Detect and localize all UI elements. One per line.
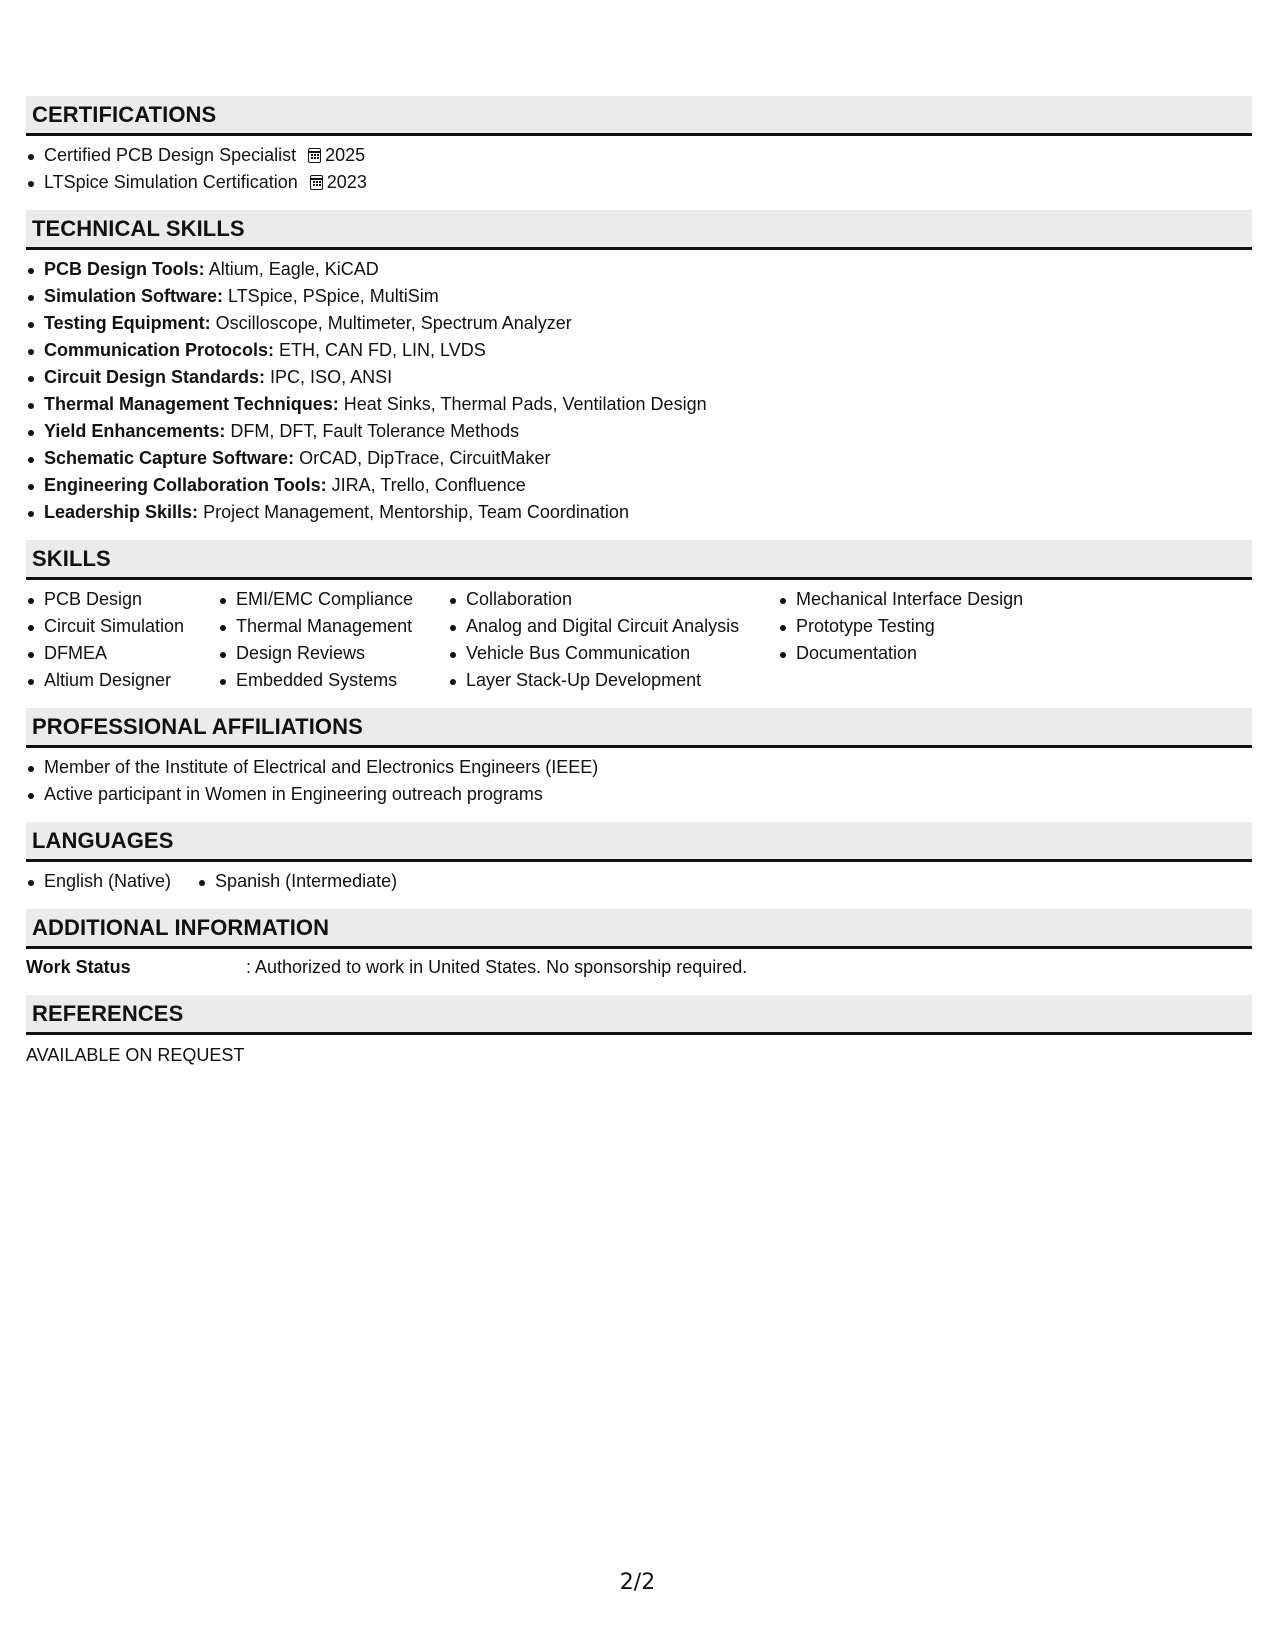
page-number: 2/2 [619,1570,656,1595]
technical-skill-item [26,337,1252,364]
certification-name: Certified PCB Design Specialist [44,145,297,165]
certification-year: 2025 [325,145,366,165]
calendar-icon [308,148,321,163]
skills-column-1 [26,586,218,694]
technical-skill-value: ETH, CAN FD, LIN, LVDS [274,340,486,360]
certification-name: LTSpice Simulation Certification [44,172,298,192]
technical-skill-label: Testing Equipment: [44,313,211,333]
skill-item: Prototype Testing [778,613,1078,640]
technical-skill-value: DFM, DFT, Fault Tolerance Methods [225,421,520,441]
affiliation-item: Member of the Institute of Electrical and Electronics Engineers (IEEE) [26,754,1252,781]
skills-heading: SKILLS [26,540,1252,580]
skill-item: PCB Design [26,586,218,613]
technical-skill-value: Project Management, Mentorship, Team Coordination [198,502,629,522]
technical-skill-item [26,283,1252,310]
technical-skill-value: Altium, Eagle, KiCAD [204,259,379,279]
references-heading: REFERENCES [26,995,1252,1035]
technical-skill-item [26,472,1252,499]
skill-item: Documentation [778,640,1078,667]
skill-item: Analog and Digital Circuit Analysis [448,613,778,640]
references-text: AVAILABLE ON REQUEST [26,1045,245,1065]
technical-skill-label: Schematic Capture Software: [44,448,295,468]
skill-item: Collaboration [448,586,778,613]
certifications-section [26,96,1252,196]
skills-column-3 [448,586,778,694]
certification-year: 2023 [326,172,367,192]
technical-skills-section [26,210,1252,526]
affiliations-heading: PROFESSIONAL AFFILIATIONS [26,708,1252,748]
certification-item [26,169,1252,196]
technical-skill-item [26,418,1252,445]
technical-skill-label: Thermal Management Techniques: [44,394,339,414]
technical-skill-item [26,445,1252,472]
technical-skills-heading: TECHNICAL SKILLS [26,210,1252,250]
technical-skills-list [26,256,1252,526]
technical-skill-value: OrCAD, DipTrace, CircuitMaker [294,448,551,468]
languages-heading: LANGUAGES [26,822,1252,862]
work-status-label: Work Status [26,957,131,977]
skill-item: Circuit Simulation [26,613,218,640]
affiliations-section [26,708,1252,808]
additional-information-section [26,909,1252,981]
language-item: Spanish (Intermediate) [197,868,397,895]
technical-skill-value: IPC, ISO, ANSI [265,367,393,387]
technical-skill-value: LTSpice, PSpice, MultiSim [223,286,439,306]
technical-skill-label: Circuit Design Standards: [44,367,266,387]
skills-section [26,540,1252,694]
skill-item: Design Reviews [218,640,448,667]
skill-item: EMI/EMC Compliance [218,586,448,613]
languages-section [26,822,1252,895]
technical-skill-value: Heat Sinks, Thermal Pads, Ventilation Design [338,394,707,414]
skill-item: Layer Stack-Up Development [448,667,778,694]
technical-skill-item [26,310,1252,337]
skills-column-4 [778,586,1078,694]
skill-item: Altium Designer [26,667,218,694]
technical-skill-item [26,364,1252,391]
certifications-list [26,142,1252,196]
work-status-value: : Authorized to work in United States. No sponsorship required. [246,957,748,977]
technical-skill-label: Yield Enhancements: [44,421,226,441]
technical-skill-item [26,391,1252,418]
references-section [26,995,1252,1069]
affiliations-list [26,754,1252,808]
languages-row [26,868,1252,895]
affiliation-item: Active participant in Women in Engineering outreach programs [26,781,1252,808]
resume-page [26,96,1252,1083]
skills-columns [26,586,1252,694]
skill-item: Thermal Management [218,613,448,640]
technical-skill-value: JIRA, Trello, Confluence [326,475,526,495]
skills-column-2 [218,586,448,694]
additional-information-heading: ADDITIONAL INFORMATION [26,909,1252,949]
languages-list [26,868,423,895]
technical-skill-label: Simulation Software: [44,286,224,306]
certification-item [26,142,1252,169]
work-status-row [26,954,1252,981]
technical-skill-label: Engineering Collaboration Tools: [44,475,327,495]
technical-skill-label: PCB Design Tools: [44,259,205,279]
technical-skill-item [26,256,1252,283]
technical-skill-label: Communication Protocols: [44,340,275,360]
technical-skill-value: Oscilloscope, Multimeter, Spectrum Analyzer [210,313,572,333]
technical-skill-label: Leadership Skills: [44,502,199,522]
skill-item: Embedded Systems [218,667,448,694]
language-item: English (Native) [26,868,171,895]
technical-skill-item [26,499,1252,526]
calendar-icon [310,175,323,190]
skill-item: Vehicle Bus Communication [448,640,778,667]
skill-item: Mechanical Interface Design [778,586,1078,613]
skill-item: DFMEA [26,640,218,667]
certifications-heading: CERTIFICATIONS [26,96,1252,136]
